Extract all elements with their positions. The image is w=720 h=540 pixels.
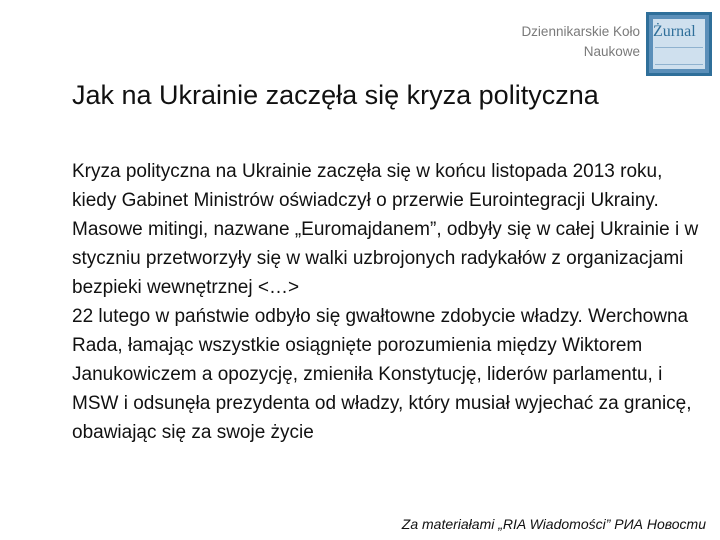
slide-title: Jak na Ukrainie zaczęła się kryza polityczna: [72, 80, 599, 110]
source-note: Za materiałami „RIA Wiadomości” РИА Новости: [401, 516, 706, 532]
logo: [521, 12, 712, 76]
logo-line-2: Naukowe: [583, 44, 640, 59]
slide-body: [72, 157, 702, 447]
logo-line-1: Dziennikarskie Koło: [521, 24, 640, 39]
logo-emblem: [646, 12, 712, 76]
paragraph-2: 22 lutego w państwie odbyło się gwałtowne zdobycie władzy. Werchowna Rada, łamając wszystkie osiągnięte porozumienia między Wiktorem Janukowiczem a opozycję, zmieniła Konstytucję, liderów parlamentu, i MSW i odsunęła prezydenta od władzy, który musiał wyjechać za granicę, obawiając się za swoje życie: [72, 306, 692, 443]
logo-word: Żurnal: [653, 23, 696, 40]
logo-text: [521, 22, 640, 62]
paragraph-1: Kryza polityczna na Ukrainie zaczęła się w końcu listopada 2013 roku, kiedy Gabinet Ministrów oświadczył o przerwie Eurointegracji Ukrainy. Masowe mitingi, nazwane „Euromajdanem”, odbyły się w całej Ukrainie i w styczniu przetworzyły się w walki uzbrojonych radykałów z organizacjami bezpieki wewnętrznej <…>: [72, 161, 699, 298]
